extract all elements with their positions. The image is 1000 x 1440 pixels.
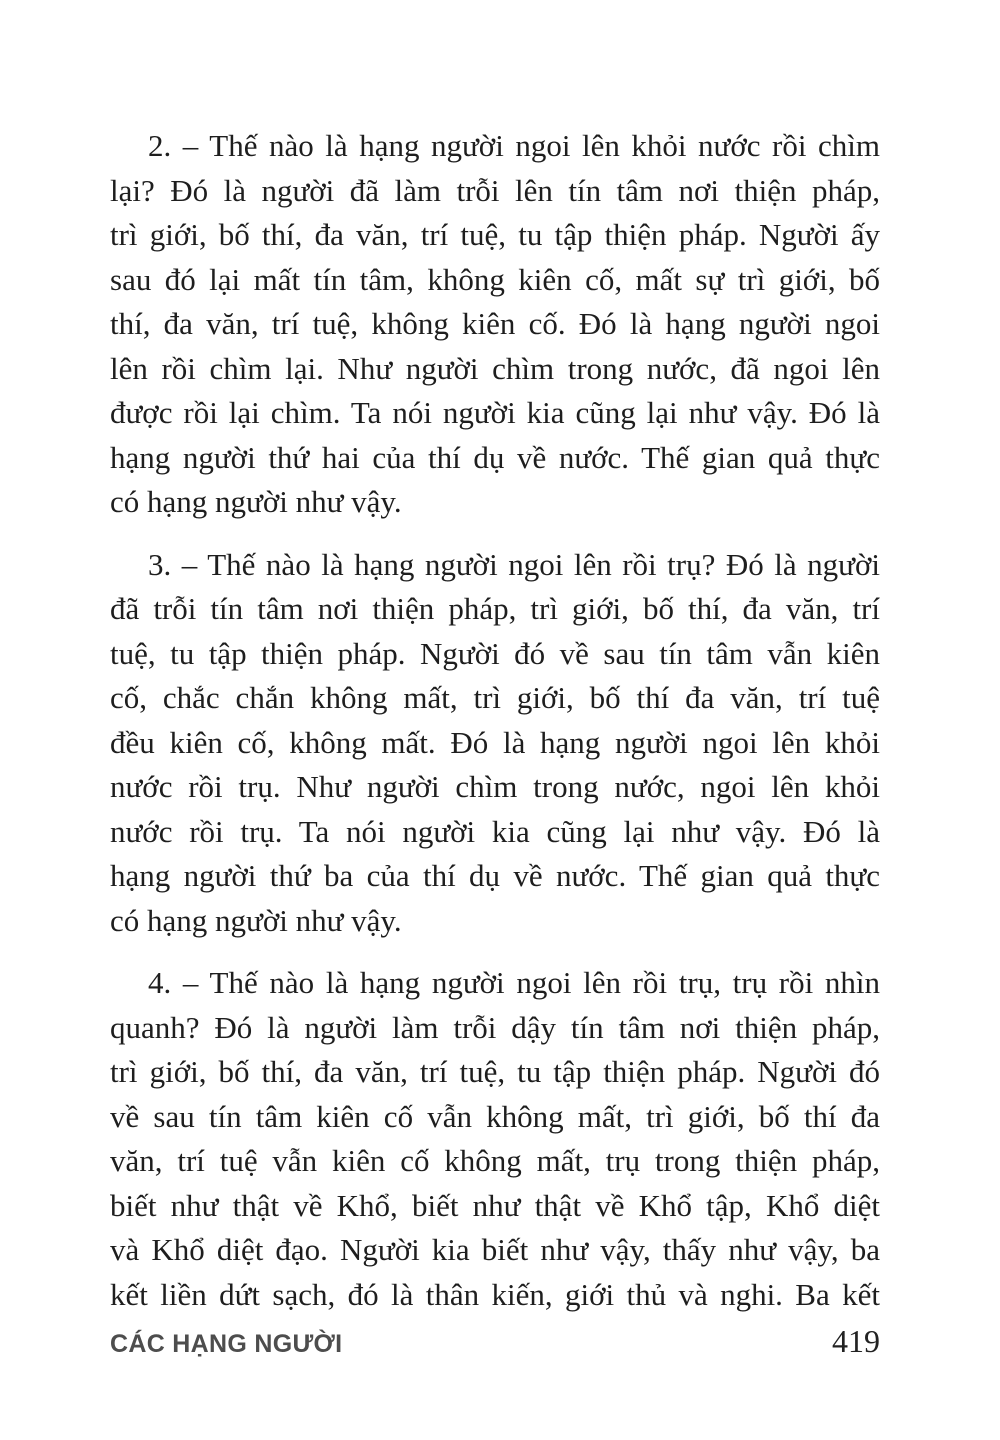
paragraph-4 [110,961,880,1317]
paragraph-2 [110,124,880,525]
text-line: trì giới, bố thí, đa văn, trí tuệ, tu tập thiện pháp. Người ấy [110,217,880,252]
text-line: lên rồi chìm lại. Như người chìm trong nước, đã ngoi lên [110,350,880,386]
text-line: nước rồi trụ. Như người chìm trong nước, ngoi lên khỏi [110,769,880,804]
text-line: đều kiên cố, không mất. Đó là hạng người ngoi lên khỏi [110,724,880,760]
text-line: hạng người thứ hai của thí dụ về nước. Thế gian quả thực [110,439,880,475]
text-line: biết như thật về Khổ, biết như thật về Khổ tập, Khổ diệt [110,1187,880,1223]
text-line: có hạng người như vậy. [110,902,402,938]
text-line: 4. – Thế nào là hạng người ngoi lên rồi trụ, trụ rồi nhìn [148,965,880,1000]
text-line: kết liền dứt sạch, đó là thân kiến, giới thủ và nghi. Ba kết [110,1276,880,1312]
page-body [110,124,880,1335]
text-line: trì giới, bố thí, đa văn, trí tuệ, tu tập thiện pháp. Người đó [110,1054,880,1089]
text-line: có hạng người như vậy. [110,484,402,519]
page-footer [110,1323,880,1360]
page-number: 419 [832,1323,880,1359]
running-title: CÁC HẠNG NGƯỜI [110,1330,343,1358]
text-line: đã trỗi tín tâm nơi thiện pháp, trì giới, bố thí, đa văn, trí [110,591,880,626]
text-line: quanh? Đó là người làm trỗi dậy tín tâm nơi thiện pháp, [110,1009,880,1045]
text-line: cố, chắc chắn không mất, trì giới, bố thí đa văn, trí tuệ [110,680,880,715]
text-line: về sau tín tâm kiên cố vẫn không mất, trì giới, bố thí đa [110,1098,880,1134]
text-line: sau đó lại mất tín tâm, không kiên cố, mất sự trì giới, bố [110,261,880,297]
text-line: 2. – Thế nào là hạng người ngoi lên khỏi nước rồi chìm [148,128,880,163]
text-line: thí, đa văn, trí tuệ, không kiên cố. Đó là hạng người ngoi [110,306,880,341]
text-line: được rồi lại chìm. Ta nói người kia cũng lại như vậy. Đó là [110,395,880,430]
text-line: văn, trí tuệ vẫn kiên cố không mất, trụ trong thiện pháp, [110,1143,880,1178]
text-line: và Khổ diệt đạo. Người kia biết như vậy, thấy như vậy, ba [110,1232,880,1267]
text-line: hạng người thứ ba của thí dụ về nước. Thế gian quả thực [110,858,880,893]
text-line: lại? Đó là người đã làm trỗi lên tín tâm nơi thiện pháp, [110,172,880,208]
text-line: 3. – Thế nào là hạng người ngoi lên rồi trụ? Đó là người [148,546,880,582]
text-line: nước rồi trụ. Ta nói người kia cũng lại như vậy. Đó là [110,813,880,849]
text-line: tuệ, tu tập thiện pháp. Người đó về sau tín tâm vẫn kiên [110,635,880,671]
paragraph-3 [110,543,880,944]
